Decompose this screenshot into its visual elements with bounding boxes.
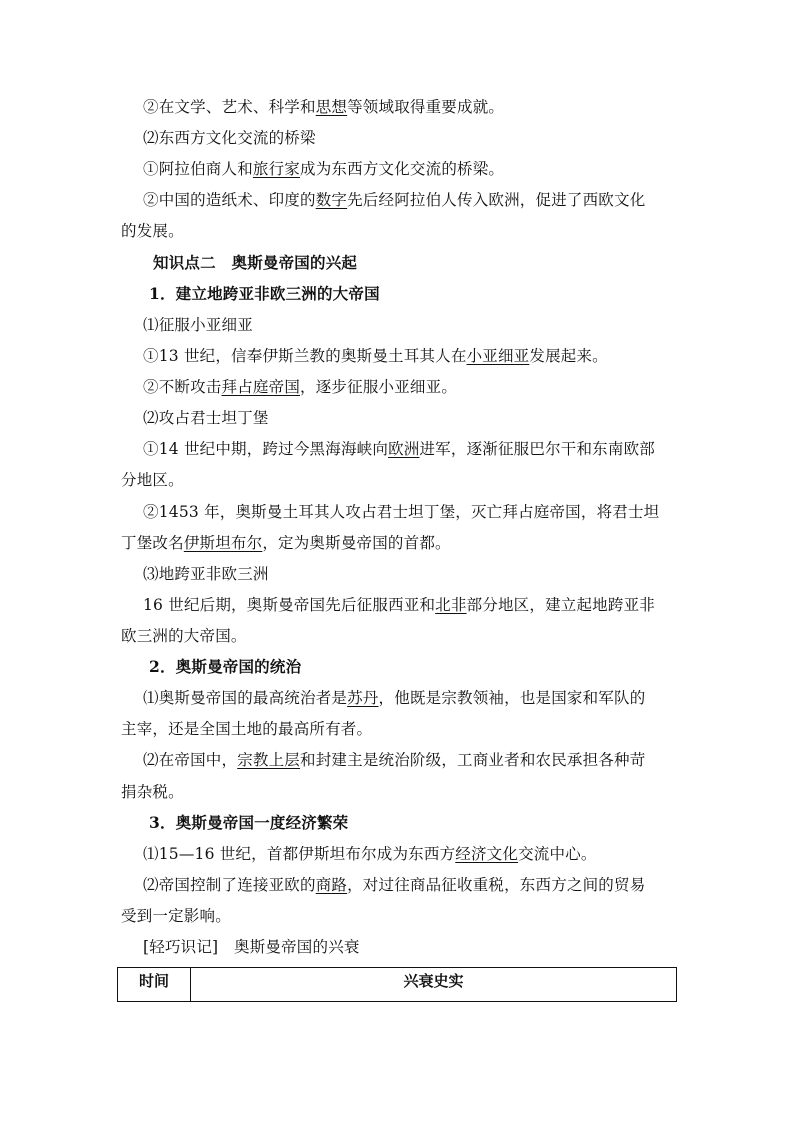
- underlined-answer: 经济文化: [455, 845, 519, 863]
- text-line: [143, 875, 645, 895]
- text-line: [121, 906, 231, 926]
- text-segment: ，定为奥斯曼帝国的首都。: [262, 534, 451, 552]
- text-segment: ⑴奥斯曼帝国的最高统治者是: [143, 689, 348, 707]
- text-segment: 成为东西方文化交流的桥梁。: [300, 160, 505, 178]
- text-line: [143, 128, 316, 148]
- text-segment: ⑵东西方文化交流的桥梁: [143, 129, 316, 147]
- text-line: [143, 439, 655, 459]
- text-segment: 先后经阿拉伯人传入欧洲，促进了西欧文化: [347, 191, 646, 209]
- section-heading: [153, 253, 357, 273]
- text-segment: ，逐步征服小亚细亚。: [300, 378, 458, 396]
- text-segment: ①13 世纪，信奉伊斯兰教的奥斯曼土耳其人在: [143, 347, 467, 365]
- text-line: [121, 719, 372, 739]
- text-segment: ①14 世纪中期，跨过今黑海海峡向: [143, 440, 389, 458]
- underlined-answer: 数字: [315, 191, 348, 209]
- text-segment: ②1453 年，奥斯曼土耳其人攻占君士坦丁堡，灭亡拜占庭帝国，将君士坦: [143, 503, 660, 521]
- text-segment: 主宰，还是全国土地的最高所有者。: [121, 720, 373, 738]
- text-segment: ②不断攻击: [143, 378, 222, 396]
- text-line: [121, 626, 247, 646]
- underlined-answer: 北非: [435, 596, 467, 614]
- table-header-facts: 兴衰史实: [191, 968, 677, 1002]
- text-line: [143, 97, 504, 117]
- text-segment: 进军，逐渐征服巴尔干和东南欧部: [419, 440, 655, 458]
- text-segment: [轻巧识记] 奥斯曼帝国的兴衰: [143, 938, 360, 956]
- text-line: [143, 564, 269, 584]
- text-segment: 丁堡改名: [121, 534, 184, 552]
- underlined-answer: 拜占庭帝国: [221, 378, 301, 396]
- text-segment: 3．奥斯曼帝国一度经济繁荣: [149, 813, 349, 832]
- text-segment: 等领域取得重要成就。: [347, 98, 505, 116]
- text-segment: 2．奥斯曼帝国的统治: [149, 657, 302, 676]
- underlined-answer: 小亚细亚: [466, 347, 530, 365]
- text-segment: ②中国的造纸术、印度的: [143, 191, 316, 209]
- text-line: [143, 688, 645, 708]
- text-line: [143, 190, 645, 210]
- text-line: [143, 377, 457, 397]
- table-header-row: [118, 968, 677, 1002]
- table-header-time: 时间: [118, 968, 191, 1002]
- text-segment: ⑵帝国控制了连接亚欧的: [143, 876, 316, 894]
- text-segment: 和封建主是统治阶级，工商业者和农民承担各种苛: [300, 751, 646, 769]
- subsection-heading: [149, 657, 301, 677]
- underlined-answer: 商路: [315, 876, 348, 894]
- text-segment: ⑵在帝国中，: [143, 751, 238, 769]
- underlined-answer: 苏丹: [347, 689, 379, 707]
- text-line: [121, 782, 184, 802]
- text-line: [143, 159, 504, 179]
- text-line: [143, 502, 659, 522]
- underlined-answer: 宗教上层: [237, 751, 301, 769]
- text-segment: 16 世纪后期，奥斯曼帝国先后征服西亚和: [143, 596, 436, 614]
- text-segment: 捐杂税。: [121, 783, 184, 801]
- text-segment: 的发展。: [121, 222, 184, 240]
- text-segment: ⑴15—16 世纪，首都伊斯坦布尔成为东西方: [143, 845, 456, 863]
- underlined-answer: 旅行家: [252, 160, 301, 178]
- underlined-answer: 伊斯坦布尔: [183, 534, 263, 552]
- text-line: [143, 315, 253, 335]
- text-line: [143, 750, 645, 770]
- memory-tip-heading: [143, 937, 360, 957]
- text-segment: ②在文学、艺术、科学和: [143, 98, 316, 116]
- text-line: [143, 408, 269, 428]
- text-segment: 知识点二 奥斯曼帝国的兴起: [153, 253, 358, 272]
- text-segment: ①阿拉伯商人和: [143, 160, 253, 178]
- text-line: [143, 595, 655, 615]
- text-segment: ，他既是宗教领袖，也是国家和军队的: [378, 689, 646, 707]
- text-segment: ⑴征服小亚细亚: [143, 316, 253, 334]
- subsection-heading: [149, 813, 348, 833]
- underlined-answer: 欧洲: [388, 440, 420, 458]
- underlined-answer: 思想: [315, 98, 348, 116]
- text-segment: 1．建立地跨亚非欧三洲的大帝国: [149, 284, 380, 303]
- text-segment: 发展起来。: [529, 347, 608, 365]
- subsection-heading: [149, 284, 380, 304]
- rise-fall-table: [117, 967, 677, 1002]
- text-line: [121, 470, 184, 490]
- text-segment: 交流中心。: [518, 845, 597, 863]
- text-line: [143, 346, 608, 366]
- text-segment: ⑶地跨亚非欧三洲: [143, 565, 269, 583]
- text-segment: 分地区。: [121, 471, 184, 489]
- text-line: [121, 221, 184, 241]
- text-line: [121, 533, 451, 553]
- text-line: [143, 844, 597, 864]
- text-segment: 受到一定影响。: [121, 907, 231, 925]
- text-segment: ，对过往商品征收重税，东西方之间的贸易: [347, 876, 646, 894]
- text-segment: ⑵攻占君士坦丁堡: [143, 409, 269, 427]
- text-segment: 部分地区，建立起地跨亚非: [466, 596, 655, 614]
- text-segment: 欧三洲的大帝国。: [121, 627, 247, 645]
